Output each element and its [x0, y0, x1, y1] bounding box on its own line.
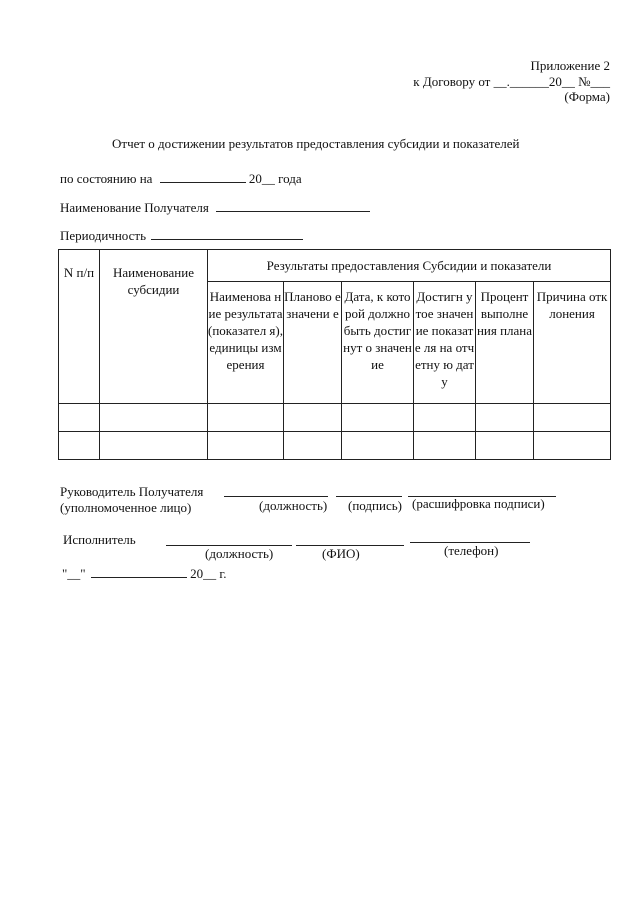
- table-cell[interactable]: [476, 432, 534, 460]
- col-header-achieved-value: Достигн утое значение показате ля на отчетну ю дату: [414, 282, 476, 404]
- as-of-label: по состоянию на: [60, 171, 153, 186]
- periodicity-label: Периодичность: [60, 228, 147, 243]
- table-row: [59, 432, 611, 460]
- date-month-field[interactable]: [91, 566, 187, 578]
- appendix-label: Приложение 2: [530, 58, 610, 73]
- head-position-line[interactable]: [224, 496, 328, 497]
- table-cell[interactable]: [284, 432, 342, 460]
- date-day: "__": [62, 566, 86, 581]
- as-of-year: 20: [248, 171, 262, 186]
- head-position-caption: (должность): [259, 498, 328, 513]
- report-table: [58, 249, 611, 460]
- table-cell[interactable]: [59, 432, 100, 460]
- as-of-date-field[interactable]: [160, 171, 246, 183]
- table-cell[interactable]: [534, 404, 611, 432]
- col-header-number: N п/п: [59, 250, 100, 404]
- table-cell[interactable]: [208, 404, 284, 432]
- col-header-results-group: Результаты предоставления Субсидии и показатели: [208, 250, 611, 282]
- recipient-label: Наименование Получателя: [60, 200, 209, 215]
- table-cell[interactable]: [342, 404, 414, 432]
- head-signature-caption: (подпись): [348, 498, 402, 513]
- col-header-result-name: Наименова ние результата (показател я), единицы измерения: [208, 282, 284, 404]
- recipient-field[interactable]: [216, 200, 370, 212]
- head-signature-line[interactable]: [336, 496, 402, 497]
- date-year: 20__ г.: [190, 566, 227, 581]
- report-title: Отчет о достижении результатов предоставления субсидии и показателей: [112, 136, 520, 151]
- executor-position-caption: (должность): [205, 546, 274, 561]
- table-cell[interactable]: [100, 432, 208, 460]
- recipient-line: [60, 200, 370, 216]
- head-sublabel: (уполномоченное лицо): [60, 500, 192, 515]
- as-of-date-line: [60, 171, 302, 187]
- periodicity-line: [60, 228, 303, 244]
- executor-phone-caption: (телефон): [444, 543, 499, 558]
- head-decoding-caption: (расшифровка подписи): [412, 496, 545, 511]
- table-cell[interactable]: [414, 404, 476, 432]
- col-header-subsidy: Наименование субсидии: [100, 250, 208, 404]
- table-cell[interactable]: [100, 404, 208, 432]
- col-header-plan-percent: Процент выполне ния плана: [476, 282, 534, 404]
- col-header-planned-value: Планово е значени е: [284, 282, 342, 404]
- table-cell[interactable]: [534, 432, 611, 460]
- executor-name-caption: (ФИО): [322, 546, 360, 561]
- table-cell[interactable]: [59, 404, 100, 432]
- table-cell[interactable]: [208, 432, 284, 460]
- col-header-deviation-reason: Причина отклонения: [534, 282, 611, 404]
- executor-label: Исполнитель: [63, 532, 136, 547]
- form-label: (Форма): [564, 89, 610, 104]
- table-cell[interactable]: [284, 404, 342, 432]
- table-cell[interactable]: [476, 404, 534, 432]
- table-row: [59, 404, 611, 432]
- periodicity-field[interactable]: [151, 228, 303, 240]
- col-header-target-date: Дата, к которой должно быть достигнут о значение: [342, 282, 414, 404]
- table-cell[interactable]: [342, 432, 414, 460]
- date-line: [62, 566, 227, 582]
- contract-reference: к Договору от __.______20__ №___: [413, 74, 610, 89]
- as-of-year-suffix: __ года: [261, 171, 302, 186]
- head-label: Руководитель Получателя: [60, 484, 204, 499]
- table-cell[interactable]: [414, 432, 476, 460]
